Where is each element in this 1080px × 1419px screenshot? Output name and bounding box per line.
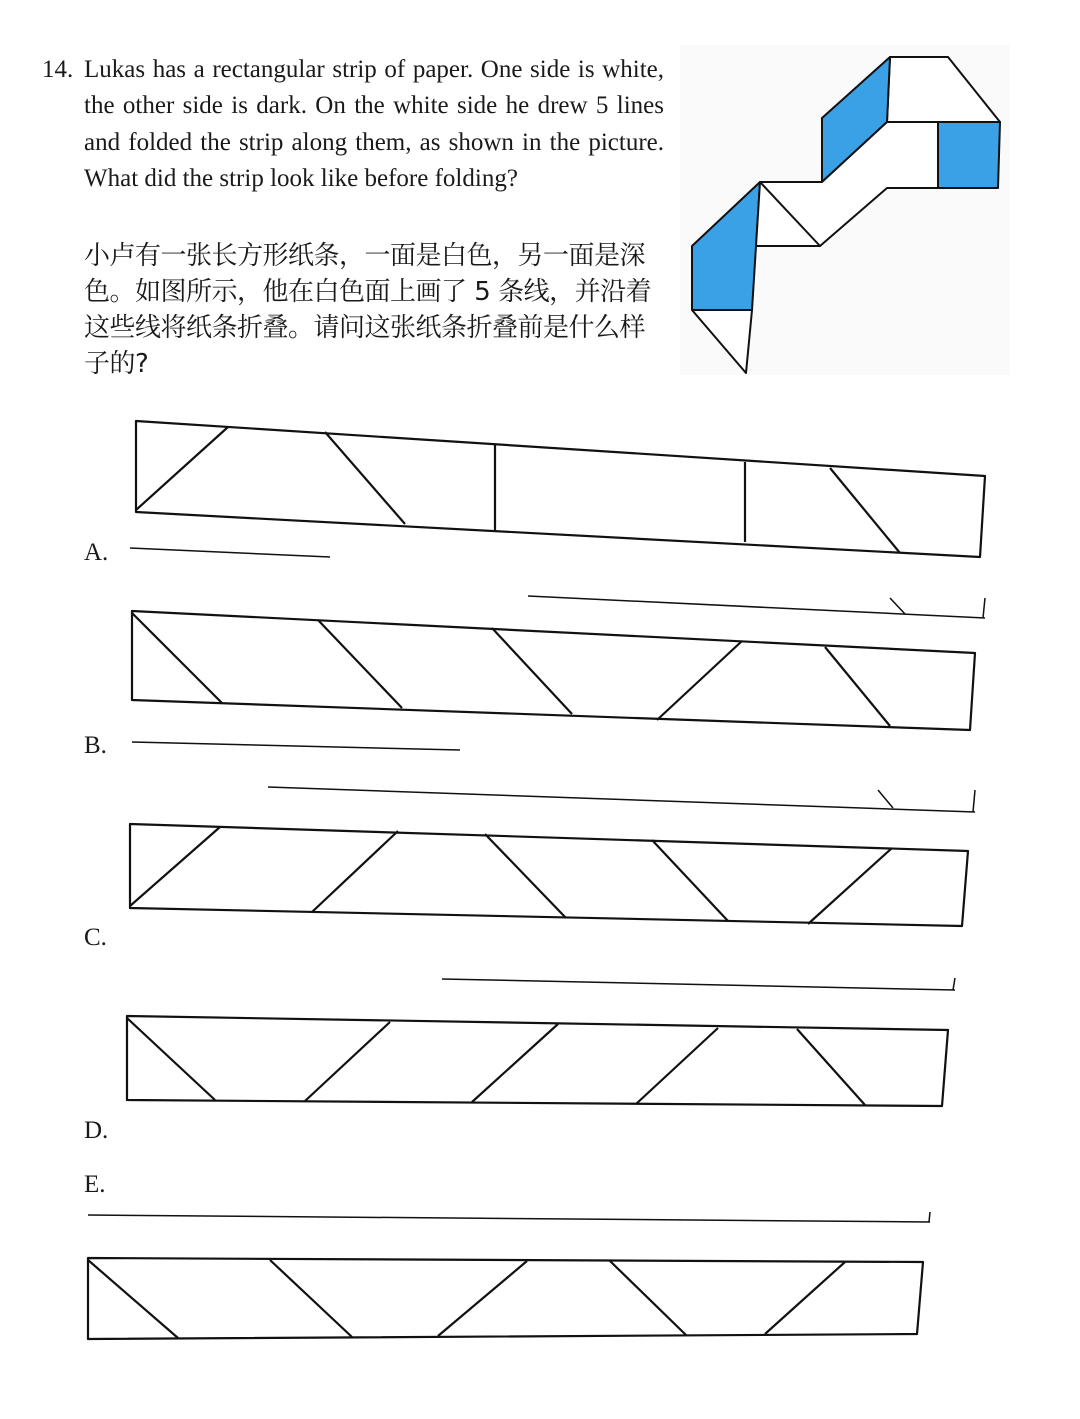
option-e-strip bbox=[88, 1258, 923, 1339]
question-text-chinese: 小卢有一张长方形纸条，一面是白色，另一面是深色。如图所示，他在白色面上画了 5 条线，并沿着这些线将纸条折叠。请问这张纸条折叠前是什么样子的? bbox=[84, 241, 652, 379]
question-text-english: Lukas has a rectangular strip of paper. One side is white, the other side is dark. On the white side he drew 5 lines and folded the strip along them, as shown in the picture. What did the strip look like before folding? bbox=[84, 56, 664, 193]
option-c-strip bbox=[130, 824, 968, 990]
option-b-strip bbox=[132, 611, 975, 812]
option-d-strip bbox=[88, 1016, 948, 1222]
option-b-label[interactable]: B. bbox=[84, 732, 107, 759]
option-d-label[interactable]: D. bbox=[84, 1117, 109, 1144]
option-a-strip bbox=[130, 421, 985, 618]
question-number: 14. bbox=[42, 56, 74, 83]
option-e-label[interactable]: E. bbox=[84, 1171, 106, 1198]
option-c-label[interactable]: C. bbox=[84, 924, 107, 951]
option-a-label[interactable]: A. bbox=[84, 539, 109, 566]
